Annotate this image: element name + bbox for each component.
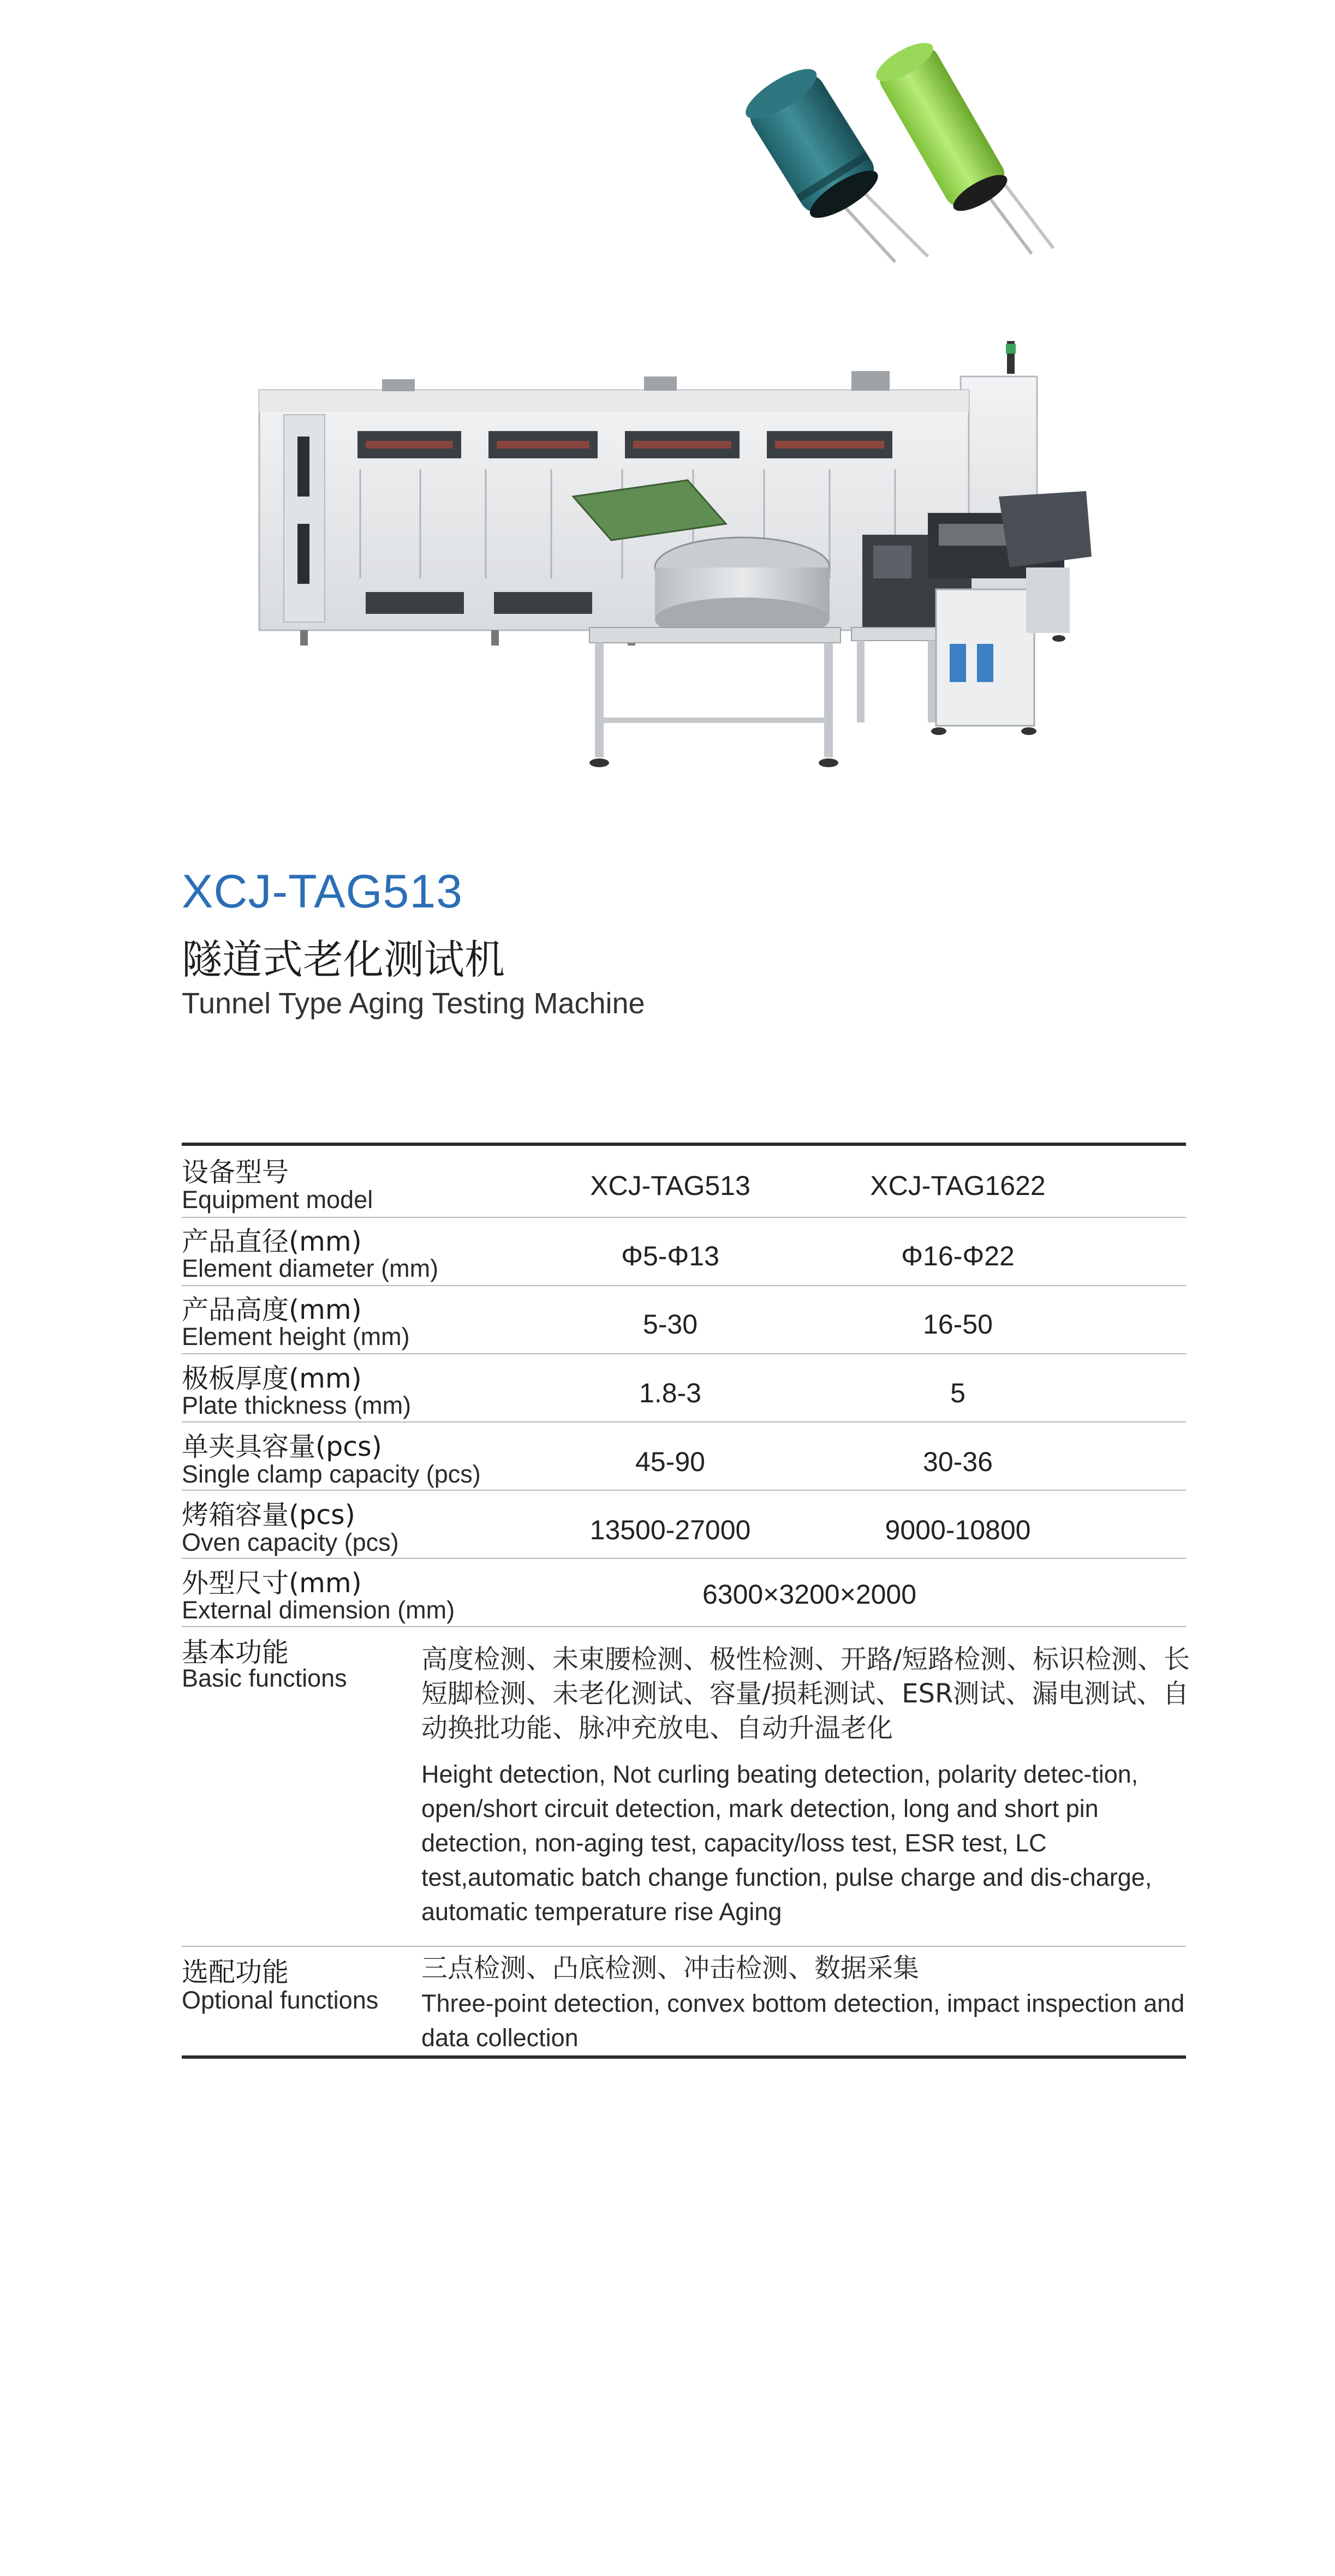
optional-functions-en: Three-point detection, convex bottom detection, impact inspection and data collection [421,1989,1185,2052]
basic-functions-en: Height detection, Not curling beating detection, polarity detec-tion, open/short circuit detection, mark detection, long and short pin detection, non-aging test, capacity/loss test, ESR test, LC test,automatic batch change function, pulse charge and dis-charge, automatic temperature rise Aging [421,1760,1152,1926]
spec-value-col2: 5 [950,1378,966,1408]
spec-value-col2: XCJ-TAG1622 [870,1170,1046,1201]
spec-value-col2: Φ16-Φ22 [901,1241,1015,1271]
basic-functions-cn: 高度检测、未束腰检测、极性检测、开路/短路检测、标识检测、长短脚检测、未老化测试、容量/损耗测试、ESR测试、漏电测试、自动换批功能、脉冲充放电、自动升温老化 [421,1644,1190,1743]
spec-value-col1: 13500-27000 [589,1515,751,1545]
spec-value-col1: 45-90 [635,1447,705,1477]
table-bottom-rule [182,2055,1186,2059]
row-divider [182,1353,1186,1354]
green-capacitor [871,35,1053,254]
spec-label-en: Element diameter (mm) [182,1254,439,1282]
spec-label-cn: 产品高度(mm) [182,1294,362,1325]
spec-value-col2: 9000-10800 [885,1515,1031,1545]
spec-label-en: Optional functions [182,1986,379,2014]
row-divider [182,1946,1186,1947]
spec-value-col2: 16-50 [923,1309,993,1340]
spec-label-cn: 产品直径(mm) [182,1226,362,1257]
row-divider [182,1285,1186,1286]
tunnel-aging-machine [259,341,1092,767]
product-model: XCJ-TAG513 [182,865,463,918]
spec-value-merged: 6300×3200×2000 [702,1579,917,1610]
spec-label-en: Basic functions [182,1664,347,1692]
row-divider [182,1490,1186,1491]
optional-functions-cn: 三点检测、凸底检测、冲击检测、数据采集 [421,1953,920,1983]
spec-label-cn: 单夹具容量(pcs) [182,1431,382,1462]
spec-label-cn: 选配功能 [182,1957,289,1988]
spec-label-cn: 外型尺寸(mm) [182,1568,362,1599]
spec-label-en: Plate thickness (mm) [182,1391,412,1419]
spec-label-cn: 基本功能 [182,1637,289,1668]
table-top-rule [182,1143,1186,1146]
row-divider [182,1421,1186,1423]
spec-value-col1: 1.8-3 [639,1378,701,1408]
spec-label-en: Equipment model [182,1186,373,1214]
spec-label-cn: 极板厚度(mm) [182,1363,362,1394]
spec-label-cn: 烤箱容量(pcs) [182,1499,355,1531]
row-divider [182,1217,1186,1218]
product-name-cn: 隧道式老化测试机 [182,936,505,983]
spec-value-col1: 5-30 [642,1309,698,1340]
spec-value-col1: Φ5-Φ13 [621,1241,719,1271]
spec-value-col1: XCJ-TAG513 [590,1170,750,1201]
spec-label-en: Single clamp capacity (pcs) [182,1460,481,1488]
spec-label-en: Oven capacity (pcs) [182,1528,399,1556]
row-divider [182,1626,1186,1627]
row-divider [182,1558,1186,1559]
spec-label-en: External dimension (mm) [182,1596,455,1624]
spec-label-en: Element height (mm) [182,1323,410,1350]
product-hero-image [0,0,1335,808]
spec-label-cn: 设备型号 [182,1157,289,1188]
product-name-en: Tunnel Type Aging Testing Machine [182,987,645,1020]
spec-value-col2: 30-36 [923,1447,993,1477]
